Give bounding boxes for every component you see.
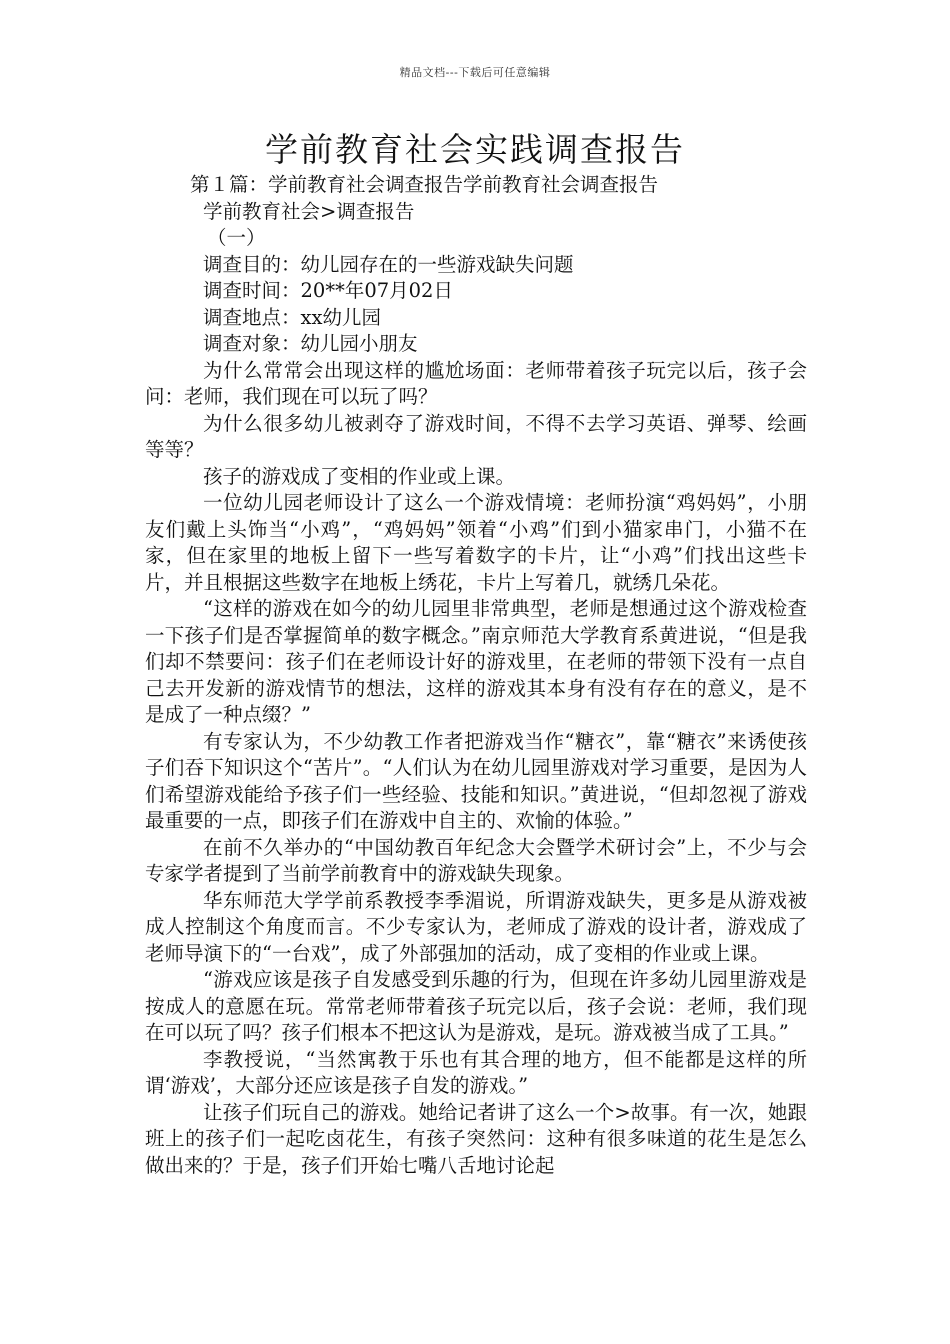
document-body bbox=[145, 172, 807, 1179]
paragraph: 李教授说，“当然寓教于乐也有其合理的地方，但不能都是这样的所谓‘游戏’，大部分还应该是孩子自发的游戏。” bbox=[145, 1047, 807, 1097]
survey-purpose: 调查目的：幼儿园存在的一些游戏缺失问题 bbox=[203, 252, 574, 276]
survey-place: 调查地点：xx幼儿园 bbox=[203, 305, 381, 329]
survey-subject: 调查对象：幼儿园小朋友 bbox=[203, 332, 418, 355]
paragraph: 为什么常常会出现这样的尴尬场面：老师带着孩子玩完以后，孩子会问：老师，我们现在可以玩了吗？ bbox=[145, 358, 807, 408]
paragraph: 让孩子们玩自己的游戏。她给记者讲了这么一个>故事。有一次，她跟班上的孩子们一起吃卤花生，有孩子突然问：这种有很多味道的花生是怎么做出来的？于是，孩子们开始七嘴八舌地讨论起 bbox=[145, 1100, 807, 1177]
paragraph: 华东师范大学学前系教授李季湄说，所谓游戏缺失，更多是从游戏被成人控制这个角度而言。不少专家认为，老师成了游戏的设计者，游戏成了老师导演下的“一台戏”，成了外部强加的活动，成了变相的作业或上课。 bbox=[145, 888, 807, 965]
document-title: 学前教育社会实践调查报告 bbox=[265, 130, 685, 169]
paragraph: 为什么很多幼儿被剥夺了游戏时间，不得不去学习英语、弹琴、绘画等等？ bbox=[145, 411, 807, 461]
section-label: 学前教育社会>调查报告 bbox=[203, 199, 415, 223]
paragraph: 一位幼儿园老师设计了这么一个游戏情境：老师扮演“鸡妈妈”，小朋友们戴上头饰当“小鸡”，“鸡妈妈”领着“小鸡”们到小猫家串门，小猫不在家，但在家里的地板上留下一些写着数字的卡片，让“小鸡”们找出这些卡片，并且根据这些数字在地板上绣花，卡片上写着几，就绣几朵花。 bbox=[145, 491, 807, 594]
part-label: （一） bbox=[207, 226, 266, 249]
chapter-heading: 第１篇：学前教育社会调查报告学前教育社会调查报告 bbox=[190, 173, 659, 196]
paragraph: “游戏应该是孩子自发感受到乐趣的行为，但现在许多幼儿园里游戏是按成人的意愿在玩。常常老师带着孩子玩完以后，孩子会说：老师，我们现在可以玩了吗？孩子们根本不把这认为是游戏，是玩。游戏被当成了工具。” bbox=[145, 968, 807, 1044]
paragraph: “这样的游戏在如今的幼儿园里非常典型，老师是想通过这个游戏检查一下孩子们是否掌握简单的数字概念。”南京师范大学教育系黄进说，“但是我们却不禁要问：孩子们在老师设计好的游戏里，在老师的带领下没有一点自己去开发新的游戏情节的想法，这样的游戏其本身有没有存在的意义，是不是成了一种点缀？” bbox=[145, 597, 807, 726]
paragraph: 孩子的游戏成了变相的作业或上课。 bbox=[203, 464, 516, 488]
survey-time: 调查时间：20**年07月02日 bbox=[203, 279, 453, 302]
paragraph: 有专家认为，不少幼教工作者把游戏当作“糖衣”，靠“糖衣”来诱使孩子们吞下知识这个“苦片”。“人们认为在幼儿园里游戏对学习重要，是因为人们希望游戏能给予孩子们一些经验、技能和知识。”黄进说，“但却忽视了游戏最重要的一点，即孩子们在游戏中自主的、欢愉的体验。” bbox=[145, 729, 807, 832]
header-note: 精品文档---下载后可任意编辑 bbox=[399, 66, 551, 79]
paragraph: 在前不久举办的“中国幼教百年纪念大会暨学术研讨会”上，不少与会专家学者提到了当前学前教育中的游戏缺失现象。 bbox=[145, 835, 807, 885]
